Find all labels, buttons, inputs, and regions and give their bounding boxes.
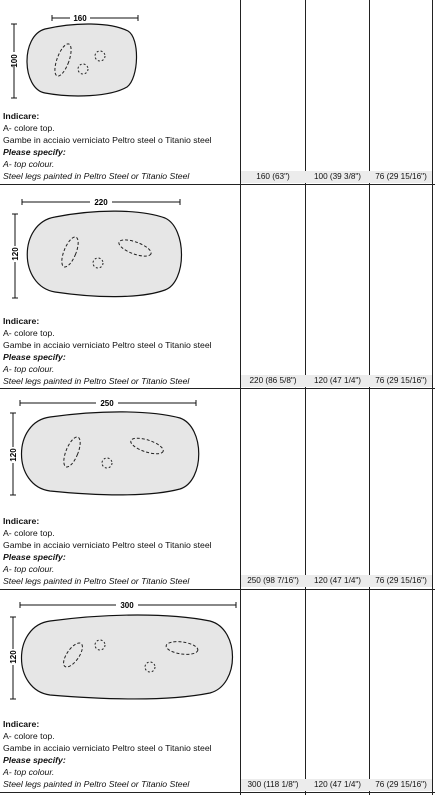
dimension-width-cell: 250 (98 7/16") xyxy=(247,576,299,585)
dimension-depth-cell: 120 (47 1/4") xyxy=(313,780,362,789)
row-divider xyxy=(0,184,435,185)
notes-heading-en: Please specify: xyxy=(3,352,66,362)
column-divider xyxy=(240,0,241,795)
table-top-drawing-160 xyxy=(0,0,240,110)
dimension-depth-cell: 120 (47 1/4") xyxy=(313,376,362,385)
notes-line: Gambe in acciaio verniciato Peltro steel o Titanio steel xyxy=(3,135,212,145)
column-divider xyxy=(369,0,370,795)
width-dimension-label: 250 xyxy=(100,399,114,408)
table-top-outline xyxy=(22,412,199,495)
width-dimension-label: 160 xyxy=(73,14,87,23)
notes-line: A- colore top. xyxy=(3,328,55,338)
dimension-width-cell: 220 (86 5/8") xyxy=(249,376,297,385)
notes-line: A- colore top. xyxy=(3,123,55,133)
notes-line: Steel legs painted in Peltro Steel or Titanio Steel xyxy=(3,376,190,386)
notes-line: A- colore top. xyxy=(3,528,55,538)
row-divider xyxy=(0,792,435,793)
notes-line: A- top colour. xyxy=(3,159,55,169)
notes-line: Steel legs painted in Peltro Steel or Titanio Steel xyxy=(3,171,190,181)
notes-line: Gambe in acciaio verniciato Peltro steel o Titanio steel xyxy=(3,540,212,550)
depth-dimension-label: 120 xyxy=(9,448,18,462)
table-top-drawing-220 xyxy=(0,190,240,300)
notes-line: Steel legs painted in Peltro Steel or Titanio Steel xyxy=(3,779,190,789)
notes-heading-en: Please specify: xyxy=(3,147,66,157)
notes-line: A- colore top. xyxy=(3,731,55,741)
column-divider xyxy=(305,0,306,795)
depth-dimension-label: 120 xyxy=(9,650,18,664)
notes-heading-it: Indicare: xyxy=(3,316,40,326)
notes-heading-en: Please specify: xyxy=(3,755,66,765)
notes-heading-it: Indicare: xyxy=(3,719,40,729)
depth-dimension-label: 100 xyxy=(10,54,19,68)
notes-heading-en: Please specify: xyxy=(3,552,66,562)
dimension-width-cell: 160 (63") xyxy=(256,172,290,181)
notes-block xyxy=(3,515,212,587)
column-divider xyxy=(432,0,433,795)
width-dimension-label: 220 xyxy=(94,198,108,207)
notes-heading-it: Indicare: xyxy=(3,111,40,121)
dimension-depth-cell: 120 (47 1/4") xyxy=(313,576,362,585)
row-divider xyxy=(0,589,435,590)
table-top-drawing-300 xyxy=(0,597,240,707)
depth-dimension-label: 120 xyxy=(11,247,20,261)
width-dimension-label: 300 xyxy=(120,601,134,610)
row-divider xyxy=(0,388,435,389)
notes-line: A- top colour. xyxy=(3,564,55,574)
notes-line: A- top colour. xyxy=(3,767,55,777)
table-top-outline xyxy=(27,24,137,96)
dimension-height-cell: 76 (29 15/16") xyxy=(375,780,427,789)
notes-line: Steel legs painted in Peltro Steel or Titanio Steel xyxy=(3,576,190,586)
table-top-drawing-250 xyxy=(0,395,240,505)
notes-block xyxy=(3,315,212,387)
dimension-depth-cell: 100 (39 3/8") xyxy=(313,172,362,181)
notes-block xyxy=(3,718,212,790)
dimension-width-cell: 300 (118 1/8") xyxy=(247,780,299,789)
notes-line: Gambe in acciaio verniciato Peltro steel o Titanio steel xyxy=(3,743,212,753)
notes-line: Gambe in acciaio verniciato Peltro steel o Titanio steel xyxy=(3,340,212,350)
notes-block xyxy=(3,110,212,182)
notes-heading-it: Indicare: xyxy=(3,516,40,526)
table-top-outline xyxy=(22,615,233,699)
dimension-height-cell: 76 (29 15/16") xyxy=(375,576,427,585)
notes-line: A- top colour. xyxy=(3,364,55,374)
dimension-height-cell: 76 (29 15/16") xyxy=(375,376,427,385)
table-top-outline xyxy=(27,211,181,297)
dimension-height-cell: 76 (29 15/16") xyxy=(375,172,427,181)
